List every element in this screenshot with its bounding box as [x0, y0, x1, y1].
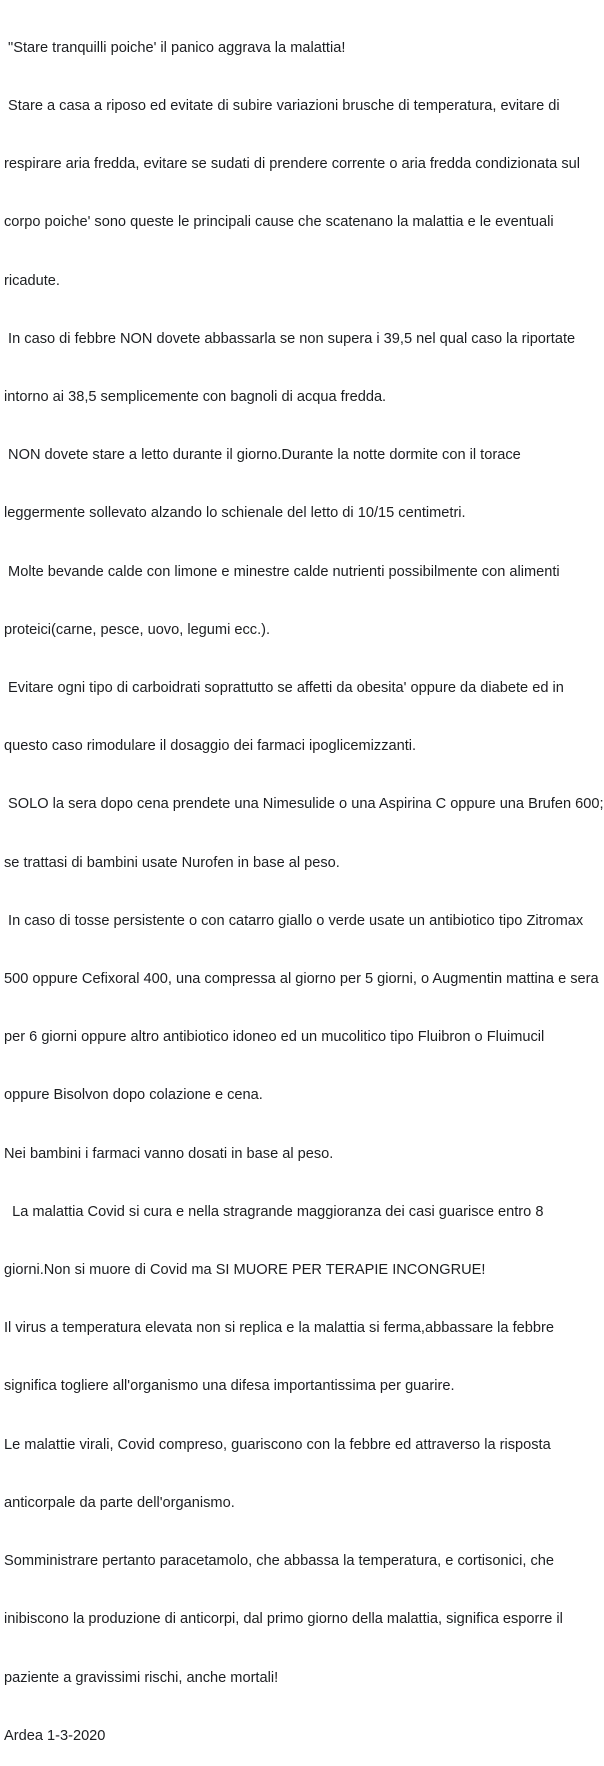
post-line: In caso di febbre NON dovete abbassarla se non supera i 39,5 nel qual caso la riportate — [4, 330, 576, 347]
post-line: anticorpale da parte dell'organismo. — [4, 1494, 235, 1511]
post-line: Nei bambini i farmaci vanno dosati in base al peso. — [4, 1145, 334, 1162]
post-line: Le malattie virali, Covid compreso, guariscono con la febbre ed attraverso la risposta — [4, 1436, 551, 1453]
post-line: ricadute. — [4, 272, 60, 289]
post-line: La malattia Covid si cura e nella stragrande maggioranza dei casi guarisce entro 8 — [4, 1203, 544, 1220]
post-line: Evitare ogni tipo di carboidrati soprattutto se affetti da obesita' oppure da diabete ed in — [4, 680, 564, 697]
post-line: leggermente sollevato alzando lo schienale del letto di 10/15 centimetri. — [4, 505, 466, 522]
post-line: significa togliere all'organismo una difesa importantissima per guarire. — [4, 1378, 455, 1395]
post-line: corpo poiche' sono queste le principali cause che scatenano la malattia e le eventuali — [4, 214, 554, 231]
post-line: paziente a gravissimi rischi, anche mortali! — [4, 1669, 279, 1686]
post-line: inibiscono la produzione di anticorpi, dal primo giorno della malattia, significa esporre il — [4, 1611, 563, 1628]
post-line: Somministrare pertanto paracetamolo, che abbassa la temperatura, e cortisonici, che — [4, 1553, 554, 1570]
post-text — [4, 0, 604, 1766]
post-line: Ardea 1-3-2020 — [4, 1727, 106, 1744]
post-line: proteici(carne, pesce, uovo, legumi ecc.). — [4, 621, 271, 638]
post-line: per 6 giorni oppure altro antibiotico idoneo ed un mucolitico tipo Fluibron o Fluimucil — [4, 1029, 545, 1046]
post-line: "Stare tranquilli poiche' il panico aggrava la malattia! — [4, 39, 346, 56]
post-line: Molte bevande calde con limone e minestre calde nutrienti possibilmente con alimenti — [4, 563, 560, 580]
post-line: giorni.Non si muore di Covid ma SI MUORE PER TERAPIE INCONGRUE! — [4, 1262, 486, 1279]
post-line: respirare aria fredda, evitare se sudati di prendere corrente o aria fredda condizionata sul — [4, 156, 580, 173]
post-line: oppure Bisolvon dopo colazione e cena. — [4, 1087, 263, 1104]
post-line: Stare a casa a riposo ed evitate di subire variazioni brusche di temperatura, evitare di — [4, 98, 560, 115]
post-line: questo caso rimodulare il dosaggio dei farmaci ipoglicemizzanti. — [4, 738, 417, 755]
post-line: Il virus a temperatura elevata non si replica e la malattia si ferma,abbassare la febbre — [4, 1320, 554, 1337]
post-line: In caso di tosse persistente o con catarro giallo o verde usate un antibiotico tipo Zitromax — [4, 912, 584, 929]
post-line: intorno ai 38,5 semplicemente con bagnoli di acqua fredda. — [4, 389, 387, 406]
post-line: NON dovete stare a letto durante il giorno.Durante la notte dormite con il torace — [4, 447, 521, 464]
post-line: se trattasi di bambini usate Nurofen in base al peso. — [4, 854, 340, 871]
post-line: 500 oppure Cefixoral 400, una compressa al giorno per 5 giorni, o Augmentin mattina e sera — [4, 971, 599, 988]
post-line: SOLO la sera dopo cena prendete una Nimesulide o una Aspirina C oppure una Brufen 600; — [4, 796, 604, 813]
